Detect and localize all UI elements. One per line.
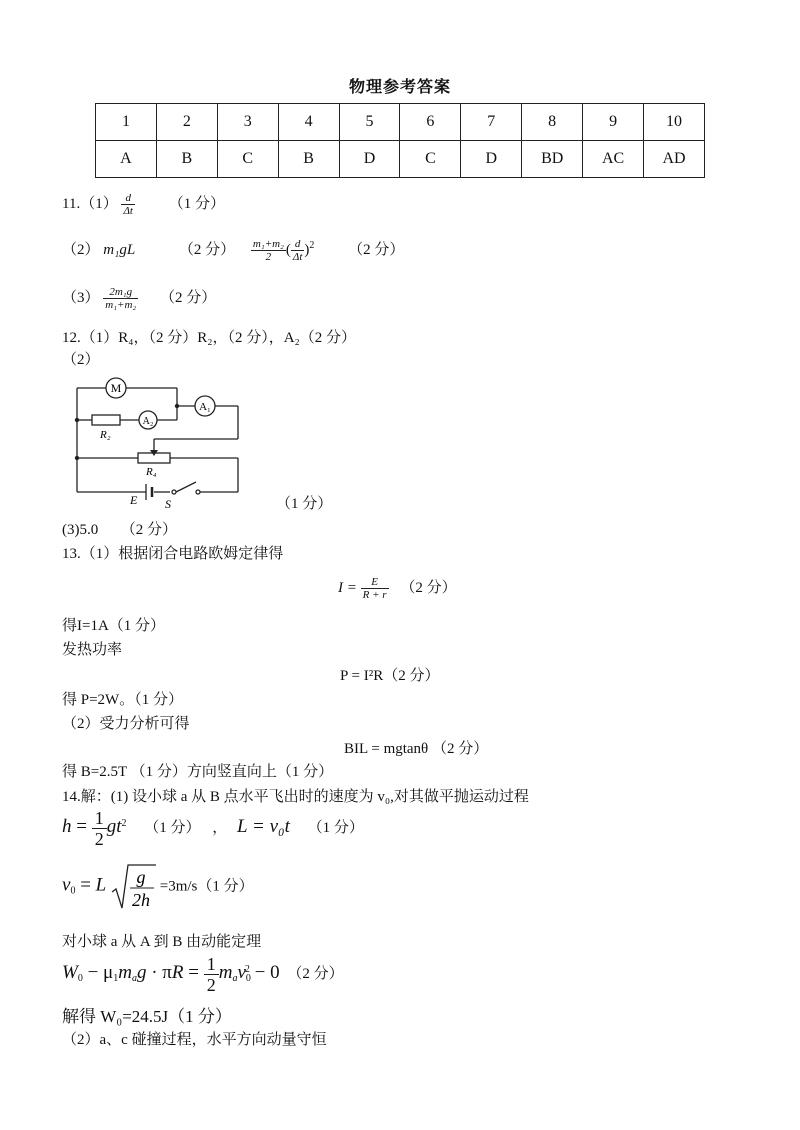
answer-choice-cell: C bbox=[217, 141, 278, 178]
q11-p3-fraction: $\frac{\text{2m₁g}}{\text{m₁+m₂}}$ bbox=[105, 286, 137, 312]
answer-number-cell: 2 bbox=[156, 104, 217, 141]
circuit-diagram bbox=[62, 372, 252, 512]
q11-p1-score: （1 分） bbox=[168, 196, 225, 212]
answer-number-cell: 1 bbox=[96, 104, 157, 141]
answer-choice-cell: C bbox=[400, 141, 461, 178]
q14-eq3: $W_0 - \mu_1m_ag \cdot \pi R$ = $\frac{1}{2}$ $m_av_0^2 - 0$ （2 分） bbox=[62, 954, 344, 995]
q12-part2-tag: （2） bbox=[62, 352, 100, 368]
q12-part3: (3)5.0 （2 分） bbox=[62, 522, 177, 538]
answer-table-number-row bbox=[96, 104, 705, 141]
q11-p2-paren-fraction: $\frac{d}{\Delta t}$ bbox=[292, 238, 303, 264]
q11-p2-score2: （2 分） bbox=[348, 242, 405, 258]
answer-number-cell: 6 bbox=[400, 104, 461, 141]
switch-label: S bbox=[165, 497, 171, 511]
answer-choice-cell: D bbox=[339, 141, 400, 178]
q11-p3-tag: （3） bbox=[62, 290, 100, 306]
q11-p2-tag: （2） bbox=[62, 242, 100, 258]
q13-heat-label: 发热功率 bbox=[62, 642, 123, 658]
q14-part2: （2）a、c 碰撞过程，水平方向动量守恒 bbox=[62, 1032, 327, 1048]
q13-eq3: BIL = mgtanθ （2 分） bbox=[344, 741, 489, 757]
ammeter1-label: A₁ bbox=[199, 401, 211, 413]
q13-part2: （2）受力分析可得 bbox=[62, 716, 190, 732]
answer-choice-cell: AC bbox=[583, 141, 644, 178]
q13-eq1: I = $\frac{E}{R + r}$ （2 分） bbox=[338, 576, 457, 602]
q11-p2-power: 2 bbox=[309, 240, 315, 251]
q13-result2: 得 P=2W。（1 分） bbox=[62, 692, 183, 708]
motor-label: M bbox=[110, 381, 122, 395]
q11-p2-score1: （2 分） bbox=[178, 242, 236, 258]
answer-choice-cell: AD bbox=[644, 141, 705, 178]
svg-text:g: g bbox=[136, 867, 146, 887]
sqrt-symbol bbox=[110, 862, 156, 912]
ammeter2-label: A₂ bbox=[142, 416, 154, 427]
answer-number-cell: 8 bbox=[522, 104, 583, 141]
q13-eq1-fraction: $\frac{E}{R + r}$ bbox=[362, 576, 387, 602]
answer-choice-cell: D bbox=[461, 141, 522, 178]
q14-line2: 对小球 a 从 A 到 B 由动能定理 bbox=[62, 934, 262, 950]
r2-label: R₂ bbox=[100, 429, 111, 441]
q11-p2-expr: m₁gL bbox=[103, 242, 136, 258]
answer-choice-cell: B bbox=[156, 141, 217, 178]
q14-line1: 14.解：(1) 设小球 a 从 B 点水平飞出时的速度为 v₀,对其做平抛运动过程 bbox=[62, 789, 529, 805]
answer-table-answer-row bbox=[96, 141, 705, 178]
q13-line1: 13.（1）根据闭合电路欧姆定律得 bbox=[62, 546, 284, 562]
answer-table bbox=[95, 103, 705, 178]
q13-result1: 得I=1A（1 分） bbox=[62, 618, 166, 634]
q14-result: 解得 W₀=24.5J（1 分） bbox=[62, 1007, 232, 1026]
q14-eq2: $v_0 = L$ g 2h =3m/s（1 分） bbox=[62, 862, 254, 912]
q11-p1-tag: （1） bbox=[80, 196, 118, 212]
q12-line1: 12.（1）R₄，（2 分）R₂，（2 分），A₂（2 分） bbox=[62, 330, 357, 346]
answer-choice-cell: B bbox=[278, 141, 339, 178]
circuit-score: （1 分） bbox=[276, 496, 333, 512]
q13-result3: 得 B=2.5T （1 分）方向竖直向上（1 分） bbox=[62, 764, 334, 780]
q11-part1 bbox=[62, 192, 225, 217]
q14-eq1: h = $\frac{1}{2}$ $gt^2$ （1 分） ， L = v₀t （1 分） bbox=[62, 808, 364, 849]
q11-label: 11. bbox=[62, 196, 81, 212]
emf-label: E bbox=[130, 493, 138, 507]
answer-number-cell: 7 bbox=[461, 104, 522, 141]
answer-choice-cell: A bbox=[96, 141, 157, 178]
q11-part3 bbox=[62, 286, 216, 311]
page-title: 物理参考答案 bbox=[348, 77, 451, 96]
q11-part2: （2） m₁gL （2 分） $\frac{\text{m₁+m₂}}{2}$ ( $\frac{d}{\Delta t}$ )$^2$ （2 分） bbox=[62, 238, 405, 264]
q11-p1-fraction: $\frac{d}{\Delta t}$ bbox=[123, 192, 133, 218]
answer-number-cell: 9 bbox=[583, 104, 644, 141]
answer-number-cell: 5 bbox=[339, 104, 400, 141]
answer-number-cell: 10 bbox=[644, 104, 705, 141]
answer-number-cell: 3 bbox=[217, 104, 278, 141]
q11-p3-score: （2 分） bbox=[159, 290, 217, 306]
q11-p2-fraction: $\frac{\text{m₁+m₂}}{2}$ bbox=[252, 238, 284, 264]
svg-text:2h: 2h bbox=[131, 890, 150, 910]
r4-label: R₄ bbox=[146, 466, 157, 478]
answer-choice-cell: BD bbox=[522, 141, 583, 178]
q13-eq2: P = I²R（2 分） bbox=[340, 668, 440, 684]
answer-number-cell: 4 bbox=[278, 104, 339, 141]
